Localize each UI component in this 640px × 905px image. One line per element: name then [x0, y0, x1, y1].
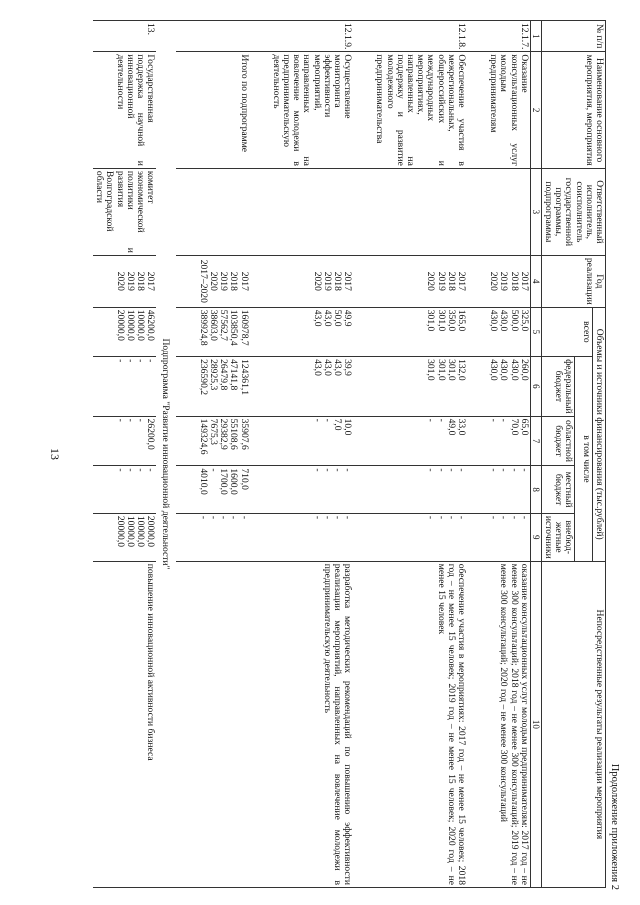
- federal-value: 301,0: [445, 359, 457, 381]
- local-value: -: [342, 468, 354, 472]
- row-name: Осуществление мониторинга эффективности мероприятий, направленных на вовлечение молодежи в предпринимательскую деятельность: [270, 54, 354, 166]
- federal-value: 124361,1: [238, 359, 250, 396]
- extra-value: 10000,0: [135, 515, 147, 548]
- regional-value: 33,0: [455, 418, 467, 436]
- year-value: 2020: [311, 271, 323, 291]
- row-name: Обеспечение участия в межрегиональных, общероссийских и международных мероприятиях, направленных на поддержку и развитие молодежного предпринимательства: [374, 54, 467, 166]
- extra-value: -: [508, 515, 520, 520]
- extra-value: 20000,0: [145, 515, 157, 548]
- total-value: 160978,7: [238, 309, 250, 346]
- header-name: Наименование основного мероприятия, мероприятия: [541, 52, 605, 169]
- federal-value: 43,0: [321, 359, 333, 376]
- total-value: 20000,0: [114, 309, 126, 341]
- table-row: [373, 21, 467, 888]
- extra-value: -: [228, 515, 240, 520]
- federal-value: 430,0: [508, 359, 520, 381]
- regional-value: -: [114, 418, 126, 422]
- federal-value: 430,0: [498, 359, 510, 381]
- table-row: [487, 21, 530, 888]
- extra-value: -: [435, 515, 447, 520]
- local-value: -: [508, 468, 520, 472]
- regional-value: 49,0: [445, 418, 457, 436]
- local-value: 1600,0: [228, 468, 240, 495]
- total-value: 43,0: [321, 309, 333, 327]
- row-name: Оказание консультационных услуг молодым предпринимателям: [488, 54, 530, 166]
- col-number: 1: [530, 21, 541, 52]
- local-value: 710,0: [238, 468, 250, 490]
- federal-value: 301,0: [435, 359, 447, 381]
- header-regional: областной бюджет: [541, 416, 575, 466]
- regional-value: 55108,6: [228, 418, 240, 450]
- row-number: 13.: [145, 23, 157, 35]
- row-number: 12.1.7.: [518, 23, 530, 50]
- row-spacer: [177, 21, 197, 888]
- federal-value: 236590,2: [197, 359, 209, 396]
- col-number: 5: [530, 307, 541, 356]
- local-value: -: [435, 468, 447, 472]
- row-spacer: [250, 21, 270, 888]
- total-value: 500,0: [508, 309, 520, 332]
- year-value: 2019: [321, 271, 333, 291]
- total-value: 301,0: [435, 309, 447, 332]
- total-value: 46200,0: [145, 309, 157, 341]
- extra-value: 10000,0: [124, 515, 136, 548]
- continuation-note: Продолжение приложения 2: [609, 763, 620, 890]
- year-value: 2019: [124, 271, 136, 291]
- col-number: 10: [530, 561, 541, 887]
- row-result: разработка методических рекомендаций по повышению эффективности реализации мероприятий, направленных на вовлечение молодежи в предпринимательскую деятельность: [321, 563, 354, 885]
- extra-value: -: [207, 515, 219, 520]
- col-number: 8: [530, 466, 541, 513]
- federal-value: 260,0: [518, 359, 530, 381]
- subprogram-row: [156, 21, 176, 888]
- regional-value: 10,0: [342, 418, 354, 436]
- extra-value: -: [342, 515, 354, 520]
- local-value: -: [124, 468, 136, 472]
- year-value: 2017: [145, 271, 157, 291]
- row-result: оказание консультационных услуг молодым предпринимателям: 2017 год – не менее 300 консультаций; 2018 год – не менее 300 консультаций; 2019 год – не менее 300 консультаций; 2020 год – не менее 300 консультаций: [498, 563, 530, 885]
- local-value: -: [145, 468, 157, 472]
- col-number: 4: [530, 255, 541, 307]
- total-value: 49,9: [342, 309, 354, 327]
- local-value: -: [518, 468, 530, 472]
- total-value: 10000,0: [124, 309, 136, 341]
- row-spacer: [467, 21, 487, 888]
- col-number: 6: [530, 357, 541, 417]
- row-result: обеспечение участия в мероприятиях: 2017 год – не менее 15 человек; 2018 год – не менее 15 человек; 2019 год – не менее 15 человек; 2020 год – не менее 15 человек: [435, 563, 467, 885]
- regional-value: -: [498, 418, 510, 422]
- federal-value: 28925,3: [207, 359, 219, 391]
- total-value: 389924,8: [197, 309, 209, 346]
- total-value: 103850,4: [228, 309, 240, 346]
- year-value: 2019: [498, 271, 510, 291]
- total-value: 350,0: [445, 309, 457, 332]
- table-row: [93, 21, 156, 888]
- federal-value: -: [135, 359, 147, 363]
- extra-value: -: [331, 515, 343, 520]
- federal-value: -: [124, 359, 136, 363]
- program-table: [93, 20, 606, 888]
- row-result: повышение инновационной активности бизнеса: [145, 563, 157, 761]
- year-value: 2017–2020: [197, 259, 209, 303]
- year-value: 2019: [218, 271, 230, 291]
- row-executor: комитет экономической политики и развития Волгоградской области: [94, 170, 157, 253]
- local-value: -: [207, 468, 219, 472]
- header-total: всего: [541, 307, 592, 356]
- row-number: 12.1.9.: [342, 23, 354, 50]
- federal-value: 47141,8: [228, 359, 240, 391]
- extra-value: -: [321, 515, 333, 520]
- total-value: 10000,0: [135, 309, 147, 341]
- year-value: 2020: [114, 271, 126, 291]
- local-value: 1700,0: [218, 468, 230, 495]
- total-value: 57562,7: [218, 309, 230, 341]
- federal-value: 43,0: [331, 359, 343, 376]
- regional-value: 29382,9: [218, 418, 230, 450]
- extra-value: -: [218, 515, 230, 520]
- year-value: 2018: [331, 271, 343, 291]
- extra-value: -: [518, 515, 530, 520]
- extra-value: -: [455, 515, 467, 520]
- row-spacer: [353, 21, 373, 888]
- year-value: 2017: [238, 271, 250, 291]
- year-value: 2020: [488, 271, 500, 291]
- local-value: -: [488, 468, 500, 472]
- total-value: 165,0: [455, 309, 467, 332]
- extra-value: -: [311, 515, 323, 520]
- regional-value: -: [311, 418, 323, 422]
- local-value: -: [445, 468, 457, 472]
- table-body: [93, 21, 530, 888]
- federal-value: 132,0: [455, 359, 467, 381]
- year-value: 2019: [435, 271, 447, 291]
- regional-value: 35907,6: [238, 418, 250, 450]
- extra-value: -: [498, 515, 510, 520]
- regional-value: 7,0: [331, 418, 343, 431]
- local-value: -: [311, 468, 323, 472]
- header-executor: Ответственный исполнитель, соисполнитель государственной программы, подпрограммы: [541, 168, 605, 255]
- extra-value: -: [445, 515, 457, 520]
- col-number: 7: [530, 416, 541, 466]
- year-value: 2018: [228, 271, 240, 291]
- federal-value: 26479,8: [218, 359, 230, 391]
- header-extra: внебюд-жетные источники: [541, 513, 575, 561]
- total-value: 301,0: [425, 309, 437, 332]
- regional-value: 26200,0: [145, 418, 157, 450]
- row-name: Государственная поддержка научной и инновационной деятельности: [114, 54, 157, 166]
- rotated-page: [20, 20, 620, 890]
- extra-value: -: [197, 515, 209, 520]
- local-value: -: [425, 468, 437, 472]
- federal-value: 39,9: [342, 359, 354, 376]
- year-value: 2018: [445, 271, 457, 291]
- table-row: [270, 21, 354, 888]
- col-number: 3: [530, 168, 541, 255]
- year-value: 2020: [425, 271, 437, 291]
- total-value: 50,0: [331, 309, 343, 327]
- regional-value: 7675,3: [207, 418, 219, 445]
- regional-value: -: [435, 418, 447, 422]
- table-row: [197, 21, 250, 888]
- local-value: 4010,0: [197, 468, 209, 495]
- year-value: 2020: [207, 271, 219, 291]
- regional-value: 149324,6: [197, 418, 209, 455]
- header-year: Год реализации: [541, 255, 605, 307]
- federal-value: 430,0: [488, 359, 500, 381]
- year-value: 2017: [455, 271, 467, 291]
- local-value: -: [455, 468, 467, 472]
- header-local: местный бюджет: [541, 466, 575, 513]
- local-value: -: [331, 468, 343, 472]
- year-value: 2018: [135, 271, 147, 291]
- extra-value: 20000,0: [114, 515, 126, 548]
- year-value: 2018: [508, 271, 520, 291]
- page-number: 13: [48, 448, 62, 460]
- year-value: 2017: [518, 271, 530, 291]
- local-value: -: [498, 468, 510, 472]
- row-name: Итого по подпрограмме: [238, 54, 250, 153]
- total-value: 430,0: [498, 309, 510, 332]
- local-value: -: [321, 468, 333, 472]
- col-number: 9: [530, 513, 541, 561]
- regional-value: -: [425, 418, 437, 422]
- subprogram-title: Подпрограмма "Развитие инновационной деятельности": [160, 338, 172, 570]
- header-num: № п/п: [541, 21, 605, 52]
- federal-value: -: [145, 359, 157, 363]
- extra-value: -: [425, 515, 437, 520]
- total-value: 325,0: [518, 309, 530, 332]
- col-number: 2: [530, 52, 541, 169]
- regional-value: -: [321, 418, 333, 422]
- header-results: Непосредственные результаты реализации мероприятия: [541, 561, 605, 887]
- federal-value: 43,0: [311, 359, 323, 376]
- header-finance: Объемы и источники финансирования (тыс.рублей): [592, 307, 605, 561]
- local-value: -: [135, 468, 147, 472]
- federal-value: 301,0: [425, 359, 437, 381]
- extra-value: -: [488, 515, 500, 520]
- total-value: 43,0: [311, 309, 323, 327]
- local-value: -: [114, 468, 126, 472]
- regional-value: -: [124, 418, 136, 422]
- regional-value: 65,0: [518, 418, 530, 436]
- regional-value: -: [135, 418, 147, 422]
- total-value: 430,0: [488, 309, 500, 332]
- regional-value: -: [488, 418, 500, 422]
- regional-value: 70,0: [508, 418, 520, 436]
- row-number: 12.1.8.: [455, 23, 467, 50]
- header-incl: в том числе: [575, 357, 592, 562]
- year-value: 2017: [342, 271, 354, 291]
- total-value: 38603,0: [207, 309, 219, 341]
- header-federal: федеральный бюджет: [541, 357, 575, 417]
- extra-value: -: [238, 515, 250, 520]
- federal-value: -: [114, 359, 126, 363]
